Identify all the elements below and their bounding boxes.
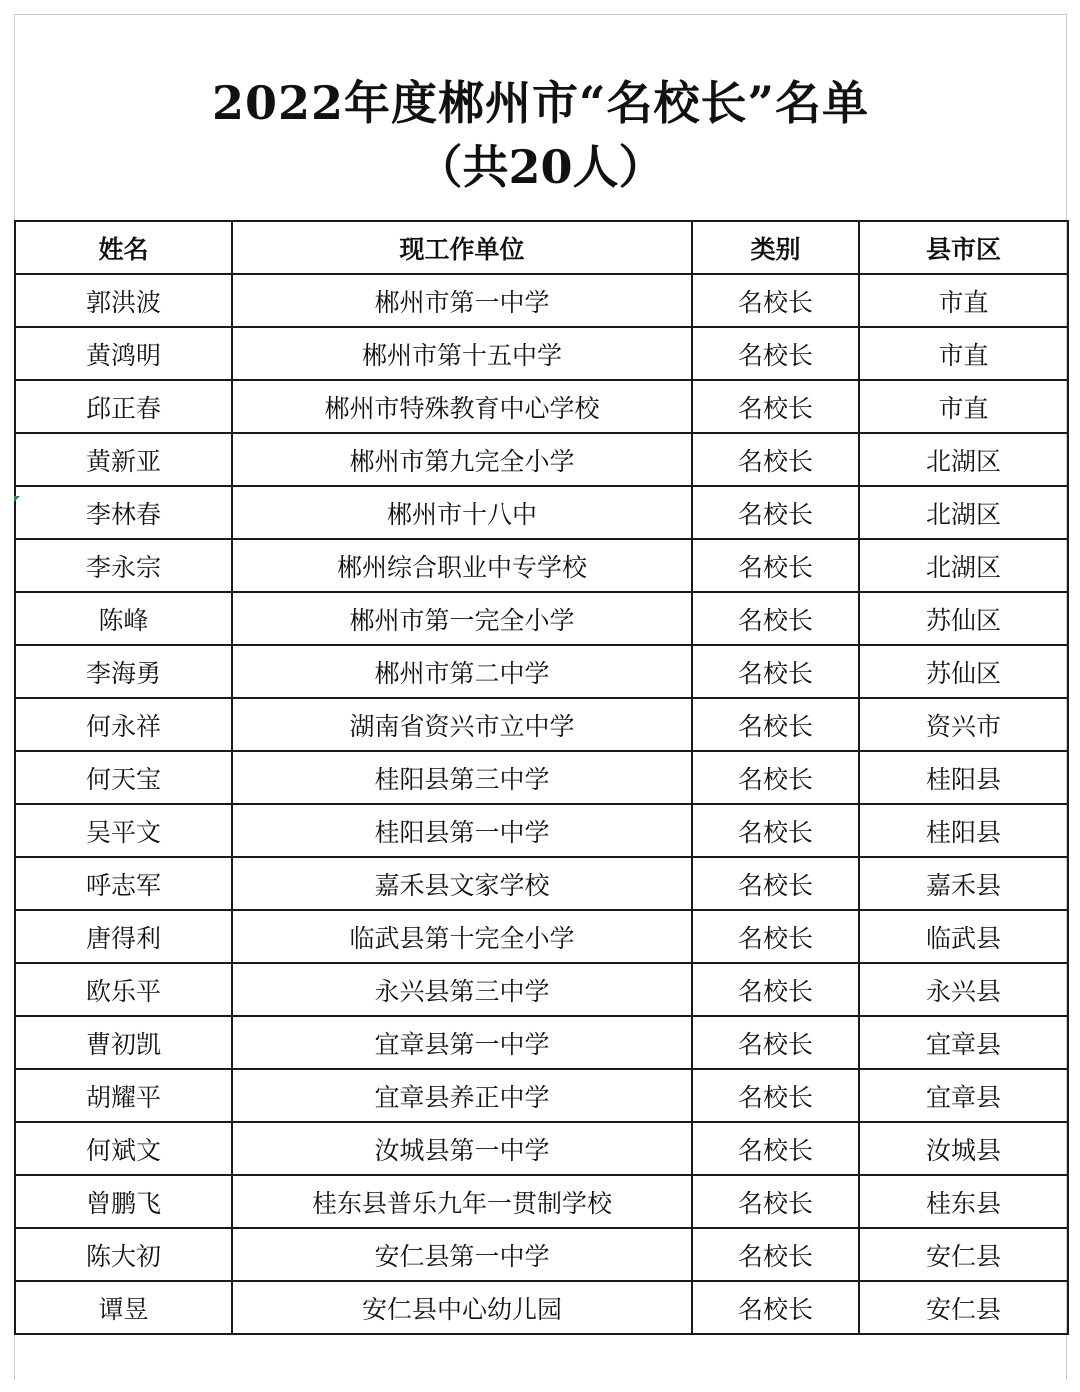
header-district: 县市区 — [859, 221, 1068, 274]
table-row — [15, 963, 1068, 1016]
cell-category: 名校长 — [692, 645, 859, 698]
cell-workplace: 桂东县普乐九年一贯制学校 — [232, 1175, 692, 1228]
cell-workplace: 郴州市第一完全小学 — [232, 592, 692, 645]
cell-category: 名校长 — [692, 1228, 859, 1281]
cell-workplace: 宜章县第一中学 — [232, 1016, 692, 1069]
cell-category: 名校长 — [692, 274, 859, 327]
cell-workplace: 安仁县中心幼儿园 — [232, 1281, 692, 1334]
cell-category: 名校长 — [692, 857, 859, 910]
cell-district: 桂阳县 — [859, 804, 1068, 857]
cell-workplace: 郴州市特殊教育中心学校 — [232, 380, 692, 433]
table-row — [15, 327, 1068, 380]
cell-district: 市直 — [859, 380, 1068, 433]
cell-category: 名校长 — [692, 698, 859, 751]
table-row — [15, 751, 1068, 804]
cell-district: 市直 — [859, 274, 1068, 327]
table-row — [15, 592, 1068, 645]
cell-name: 何永祥 — [15, 698, 232, 751]
cell-workplace: 安仁县第一中学 — [232, 1228, 692, 1281]
cell-name: 李海勇 — [15, 645, 232, 698]
cell-name: 郭洪波 — [15, 274, 232, 327]
cell-workplace: 汝城县第一中学 — [232, 1122, 692, 1175]
cell-district: 资兴市 — [859, 698, 1068, 751]
cell-category: 名校长 — [692, 804, 859, 857]
table-row — [15, 1281, 1068, 1334]
cell-name: 黄新亚 — [15, 433, 232, 486]
cell-name: 李永宗 — [15, 539, 232, 592]
cell-district: 安仁县 — [859, 1228, 1068, 1281]
cell-category: 名校长 — [692, 910, 859, 963]
cell-district: 北湖区 — [859, 486, 1068, 539]
cell-workplace: 郴州市第二中学 — [232, 645, 692, 698]
table-row — [15, 645, 1068, 698]
table-row — [15, 274, 1068, 327]
document-title: 2022年度郴州市“名校长”名单 — [212, 76, 869, 130]
cell-category: 名校长 — [692, 327, 859, 380]
table-row — [15, 1069, 1068, 1122]
cell-workplace: 永兴县第三中学 — [232, 963, 692, 1016]
table-row — [15, 486, 1068, 539]
table-row — [15, 380, 1068, 433]
cell-name: 吴平文 — [15, 804, 232, 857]
cell-name: 何斌文 — [15, 1122, 232, 1175]
table-row — [15, 539, 1068, 592]
cell-category: 名校长 — [692, 539, 859, 592]
cell-name: 何天宝 — [15, 751, 232, 804]
table-row — [15, 1122, 1068, 1175]
cell-district: 汝城县 — [859, 1122, 1068, 1175]
cell-name: 谭昱 — [15, 1281, 232, 1334]
table-row — [15, 857, 1068, 910]
table-row — [15, 1175, 1068, 1228]
header-category: 类别 — [692, 221, 859, 274]
cell-workplace: 郴州市第一中学 — [232, 274, 692, 327]
table-row — [15, 1228, 1068, 1281]
cell-district: 嘉禾县 — [859, 857, 1068, 910]
cell-workplace: 郴州市第九完全小学 — [232, 433, 692, 486]
cell-category: 名校长 — [692, 1175, 859, 1228]
cell-workplace: 郴州市第十五中学 — [232, 327, 692, 380]
cell-workplace: 湖南省资兴市立中学 — [232, 698, 692, 751]
cell-name: 曾鹏飞 — [15, 1175, 232, 1228]
table-row — [15, 804, 1068, 857]
cell-district: 临武县 — [859, 910, 1068, 963]
table-row — [15, 1016, 1068, 1069]
cell-district: 宜章县 — [859, 1016, 1068, 1069]
cell-workplace: 嘉禾县文家学校 — [232, 857, 692, 910]
cell-category: 名校长 — [692, 592, 859, 645]
cell-name: 欧乐平 — [15, 963, 232, 1016]
table-row — [15, 433, 1068, 486]
header-workplace: 现工作单位 — [232, 221, 692, 274]
cell-category: 名校长 — [692, 486, 859, 539]
cell-category: 名校长 — [692, 751, 859, 804]
title-block — [14, 14, 1067, 220]
header-name: 姓名 — [15, 221, 232, 274]
table-row — [15, 910, 1068, 963]
cell-workplace: 郴州综合职业中专学校 — [232, 539, 692, 592]
cell-name: 呼志军 — [15, 857, 232, 910]
cell-district: 永兴县 — [859, 963, 1068, 1016]
principal-roster-table — [14, 220, 1069, 1335]
cell-name: 邱正春 — [15, 380, 232, 433]
cell-district: 安仁县 — [859, 1281, 1068, 1334]
table-body — [15, 274, 1068, 1334]
cell-category: 名校长 — [692, 963, 859, 1016]
table-header-row — [15, 221, 1068, 274]
cell-district: 苏仙区 — [859, 592, 1068, 645]
cell-name: 黄鸿明 — [15, 327, 232, 380]
cell-category: 名校长 — [692, 1016, 859, 1069]
cell-workplace: 桂阳县第三中学 — [232, 751, 692, 804]
cell-name: 胡耀平 — [15, 1069, 232, 1122]
cell-workplace: 郴州市十八中 — [232, 486, 692, 539]
cell-name: 陈峰 — [15, 592, 232, 645]
cell-district: 宜章县 — [859, 1069, 1068, 1122]
cell-workplace: 桂阳县第一中学 — [232, 804, 692, 857]
table-row — [15, 698, 1068, 751]
cell-category: 名校长 — [692, 1122, 859, 1175]
cell-category: 名校长 — [692, 380, 859, 433]
cell-category: 名校长 — [692, 1281, 859, 1334]
cell-name: 李林春 — [15, 486, 232, 539]
cell-district: 市直 — [859, 327, 1068, 380]
cell-category: 名校长 — [692, 433, 859, 486]
cell-workplace: 宜章县养正中学 — [232, 1069, 692, 1122]
cell-name: 唐得利 — [15, 910, 232, 963]
cell-category: 名校长 — [692, 1069, 859, 1122]
cell-name: 陈大初 — [15, 1228, 232, 1281]
cell-district: 北湖区 — [859, 539, 1068, 592]
cell-district: 苏仙区 — [859, 645, 1068, 698]
cell-district: 北湖区 — [859, 433, 1068, 486]
cell-name: 曹初凯 — [15, 1016, 232, 1069]
cell-workplace: 临武县第十完全小学 — [232, 910, 692, 963]
cell-comment-marker — [14, 496, 20, 502]
cell-district: 桂阳县 — [859, 751, 1068, 804]
cell-district: 桂东县 — [859, 1175, 1068, 1228]
document-subtitle-count: （共20人） — [416, 140, 665, 194]
